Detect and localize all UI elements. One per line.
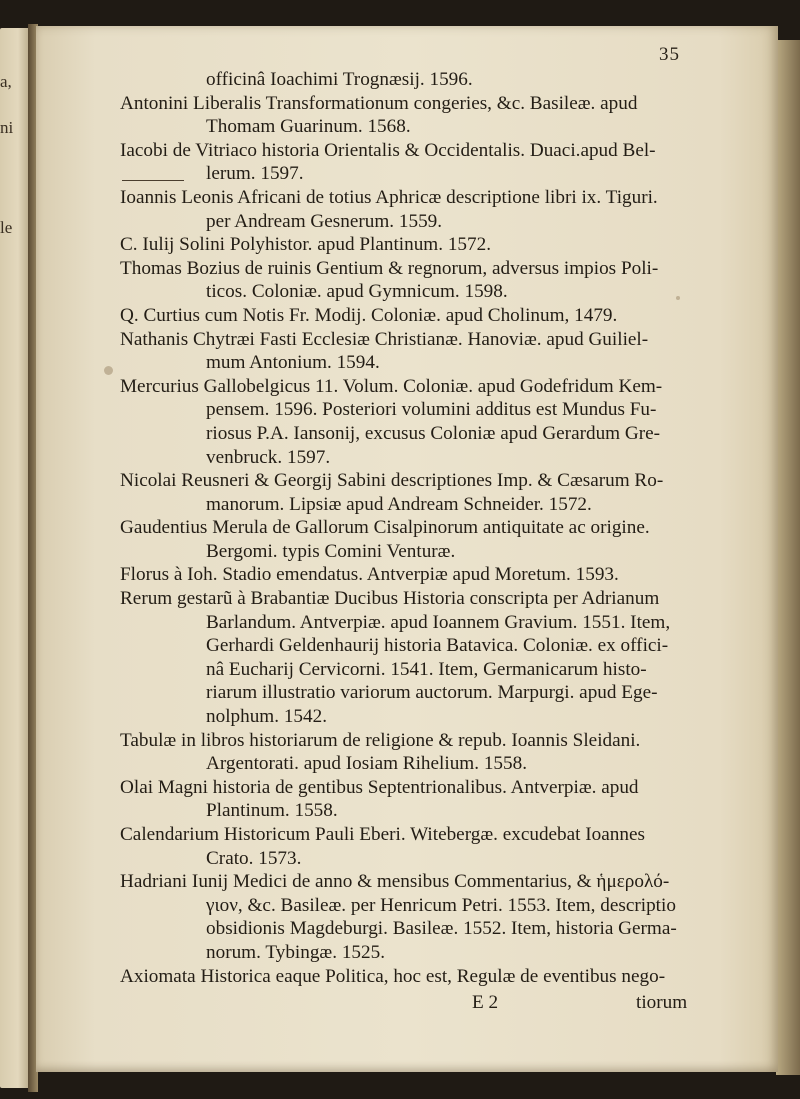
entry-first-line: Mercurius Gallobelgicus 11. Volum. Coloniæ. apud Godefridum Kem- (120, 375, 663, 397)
entry-first-line: Iacobi de Vitriaco historia Orientalis & Occidentalis. Duaci.apud Bel- (120, 139, 656, 161)
entry-continuation-line: officinâ Ioachimi Trognæsij. 1596. (206, 69, 473, 90)
entry-continuation-line: Crato. 1573. (206, 847, 302, 869)
entry-continuation-line: Thomam Guarinum. 1568. (206, 116, 411, 138)
entry-first-line: Axiomata Historica eaque Politica, hoc est, Regulæ de eventibus nego- (120, 965, 666, 987)
page-edge-shadow (776, 40, 800, 1075)
entry-first-line: Rerum gestarũ à Brabantiæ Ducibus Historia conscripta per Adrianum (120, 588, 660, 610)
entry-continuation-line: riarum illustratio variorum auctorum. Marpurgi. apud Ege- (206, 682, 658, 704)
entry-first-line: Gaudentius Merula de Gallorum Cisalpinorum antiquitate ac origine. (120, 517, 650, 539)
entry-continuation-line: ticos. Coloniæ. apud Gymnicum. 1598. (206, 281, 508, 303)
manuscript-rule (122, 180, 184, 181)
bibliography-list (120, 68, 730, 988)
entry-continuation-line: nolphum. 1542. (206, 706, 327, 728)
margin-fragment: ni (0, 118, 14, 137)
entry-continuation-line: Argentorati. apud Iosiam Rihelium. 1558. (206, 753, 527, 775)
entry-first-line: Tabulæ in libros historiarum de religione & repub. Ioannis Sleidani. (120, 729, 641, 751)
entry-continuation-line: venbruck. 1597. (206, 446, 331, 468)
entry-continuation-line: per Andream Gesnerum. 1559. (206, 210, 443, 232)
entry-first-line: Q. Curtius cum Notis Fr. Modij. Coloniæ. apud Cholinum, 1479. (120, 304, 618, 326)
signature-mark: E 2 (472, 992, 499, 1013)
entry-continuation-line: mum Antonium. 1594. (206, 352, 380, 374)
entry-continuation-line: Barlandum. Antverpiæ. apud Ioannem Gravium. 1551. Item, (206, 611, 671, 633)
margin-fragment: le (0, 218, 13, 237)
book-page (36, 26, 778, 1072)
entry-continuation-line: norum. Tybingæ. 1525. (206, 941, 385, 963)
entry-continuation-line: γιον, &c. Basileæ. per Henricum Petri. 1553. Item, descriptio (206, 894, 676, 916)
entry-first-line: Calendarium Historicum Pauli Eberi. Witebergæ. excudebat Ioannes (120, 824, 645, 845)
entry-continuation-line: manorum. Lipsiæ apud Andream Schneider. 1572. (206, 493, 592, 515)
entry-continuation-line: pensem. 1596. Posteriori volumini additus est Mundus Fu- (206, 399, 657, 421)
entry-first-line: Florus à Ioh. Stadio emendatus. Antverpiæ apud Moretum. 1593. (120, 564, 619, 586)
entry-first-line: Nathanis Chytræi Fasti Ecclesiæ Christianæ. Hanoviæ. apud Guiliel- (120, 328, 649, 350)
entry-first-line: Ioannis Leonis Africani de totius Aphricæ descriptione libri ix. Tiguri. (120, 186, 658, 208)
margin-fragment: a, (0, 72, 12, 91)
entry-continuation-line: lerum. 1597. (206, 163, 304, 185)
page-number: 35 (659, 44, 680, 65)
entry-first-line: Nicolai Reusneri & Georgij Sabini descriptiones Imp. & Cæsarum Ro- (120, 470, 664, 492)
previous-page-edge (0, 28, 30, 1088)
entry-first-line: Hadriani Iunij Medici de anno & mensibus Commentarius, & ἡμερολό- (120, 871, 670, 893)
entry-continuation-line: riosus P.A. Iansonij, excusus Coloniæ apud Gerardum Gre- (206, 422, 661, 444)
entry-first-line: Antonini Liberalis Transformationum congeries, &c. Basileæ. apud (120, 92, 638, 114)
catchword: tiorum (636, 992, 688, 1013)
entry-continuation-line: Bergomi. typis Comini Venturæ. (206, 540, 456, 562)
entry-continuation-line: obsidionis Magdeburgi. Basileæ. 1552. Item, historia Germa- (206, 918, 677, 940)
entry-first-line: Thomas Bozius de ruinis Gentium & regnorum, adversus impios Poli- (120, 257, 659, 279)
entry-continuation-line: Plantinum. 1558. (206, 800, 338, 822)
ink-stain (104, 366, 113, 375)
entry-first-line: Olai Magni historia de gentibus Septentrionalibus. Antverpiæ. apud (120, 776, 639, 798)
entry-continuation-line: Gerhardi Geldenhaurij historia Batavica. Coloniæ. ex offici- (206, 635, 669, 657)
entry-first-line: C. Iulij Solini Polyhistor. apud Plantinum. 1572. (120, 234, 491, 256)
entry-continuation-line: nâ Eucharij Cervicorni. 1541. Item, Germanicarum histo- (206, 658, 647, 680)
